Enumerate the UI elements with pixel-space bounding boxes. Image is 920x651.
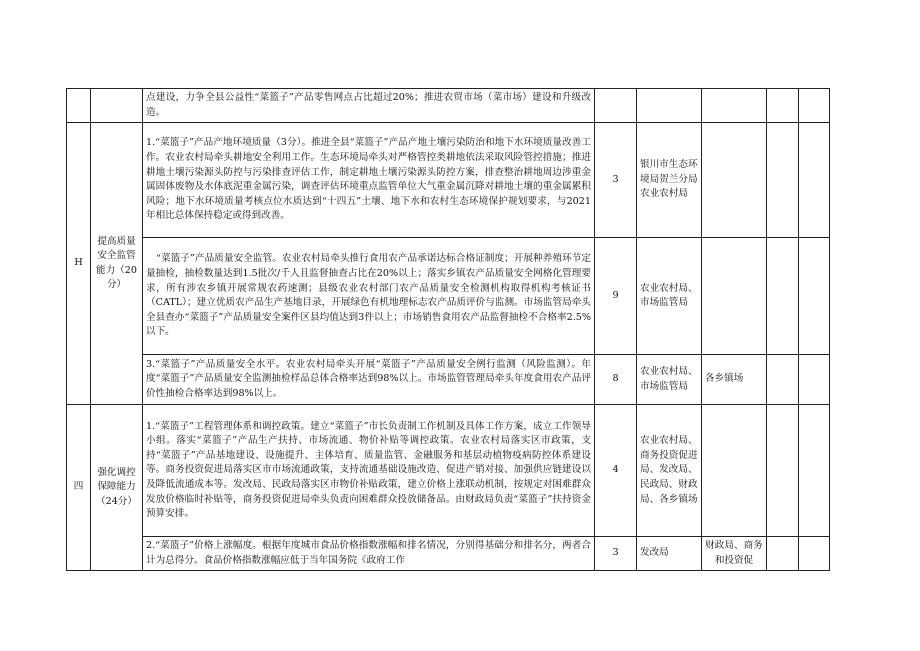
assessment-table: [66, 88, 830, 571]
index-cell: [67, 89, 91, 123]
content-cell: 点建设，力争全县公益性“菜篮子”产品零售网点占比超过20%；推进农贸市场（菜市场）建设和升级改造。: [143, 89, 595, 123]
blank-cell: [767, 238, 799, 355]
section-index: H: [67, 123, 91, 405]
section-index: 四: [67, 405, 91, 571]
content-cell: 1.“菜篮子”工程管理体系和调控政策。建立“菜篮子”市长负责制工作机制及具体工作方案，成立工作领导小组。落实“菜篮子”产品生产扶持、市场流通、物价补贴等调控政策。农业农村局落实区市政策，支持“菜篮子”产品基地建设、设施提升、主体培育、质量监管、金融服务和基层动植物疫病防控体系建设等。商务投资促进局落实区市市场流通政策，支持流通基础设施改造、促进产销对接、加强供应链建设以及降低流通成本等。发改局、民政局落实区市物价补贴政策，建立价格上涨联动机制，按规定对困难群众发放价格临时补贴等，商务投资促进局牵头负责向困难群众投放储备品。由财政局负责“菜篮子”扶持资金预算安排。: [143, 405, 595, 537]
lead-cell: 农业农村局、市场监管局: [637, 355, 702, 405]
table-row: [67, 238, 830, 355]
table-row: [67, 89, 830, 123]
score-cell: 3: [595, 123, 637, 238]
coop-cell: 各乡镇场: [702, 355, 767, 405]
score-cell: 8: [595, 355, 637, 405]
score-cell: 9: [595, 238, 637, 355]
blank-cell: [799, 89, 830, 123]
coop-cell: [702, 405, 767, 537]
blank-cell: [767, 537, 799, 571]
blank-cell: [767, 123, 799, 238]
lead-cell: 农业农村局、商务投资促进局、发改局、民政局、财政局、各乡镇场: [637, 405, 702, 537]
table-row: [67, 537, 830, 571]
blank-cell: [799, 123, 830, 238]
table-row: [67, 123, 830, 238]
blank-cell: [767, 355, 799, 405]
category-cell: [91, 89, 143, 123]
section-category: 强化调控保障能力（24分）: [91, 405, 143, 571]
table-row: [67, 405, 830, 537]
blank-cell: [799, 355, 830, 405]
coop-cell: 财政局、商务和投资促: [702, 537, 767, 571]
table-row: [67, 355, 830, 405]
score-cell: 3: [595, 537, 637, 571]
blank-cell: [799, 405, 830, 537]
blank-cell: [799, 238, 830, 355]
blank-cell: [799, 537, 830, 571]
content-cell: 1.“菜篮子”产品产地环境质量（3分）。推进全县“菜篮子”产品产地土壤污染防治和地下水环境质量改善工作。农业农村局牵头耕地安全利用工作。生态环境局牵头对严格管控类耕地依法采取风险管控措施；推进耕地土壤污染源头防控与污染排查评估工作，制定耕地土壤污染源头防控方案，排查整治耕地周边涉重金属固体废物及水体底泥重金属污染，调查评估环境重点监管单位大气重金属沉降对耕地土壤的重金属累积风险；地下水环境质量考核点位水质达到“十四五”土壤、地下水和农村生态环境保护规划要求，与2021年相比总体保持稳定或得到改善。: [143, 123, 595, 238]
lead-cell: 发改局: [637, 537, 702, 571]
content-cell: 2.“菜篮子”价格上涨幅度。根据年度城市食品价格指数涨幅和排名情况，分别得基础分和排名分，两者合计为总得分。食品价格指数涨幅应低于当年国务院《政府工作: [143, 537, 595, 571]
section-category: 提高质量安全监管能力（20分）: [91, 123, 143, 405]
blank-cell: [767, 89, 799, 123]
coop-cell: [702, 89, 767, 123]
lead-cell: 农业农村局、市场监管局: [637, 238, 702, 355]
coop-cell: [702, 238, 767, 355]
content-cell: “菜篮子”产品质量安全监管。农业农村局牵头推行食用农产品承诺达标合格证制度；开展种养殖环节定量抽检，抽检数量达到1.5批次/千人且监督抽查占比在20%以上；落实乡镇农产品质量安全网格化管理要求，所有涉农乡镇开展常规农药速测；县级农业农村部门农产品质量安全检测机构取得机构考核证书（CATL）；建立优质农产品生产基地目录，开展绿色有机地理标志农产品质评价与监测。市场监管局牵头全县查办“菜篮子”产品质量安全案件区县均值达到3件以上；市场销售食用农产品监督抽检不合格率2.5%以下。: [143, 238, 595, 355]
lead-cell: 银川市生态环境局贺兰分局农业农村局: [637, 123, 702, 238]
blank-cell: [767, 405, 799, 537]
score-cell: [595, 89, 637, 123]
score-cell: 4: [595, 405, 637, 537]
content-cell: 3.“菜篮子”产品质量安全水平。农业农村局牵头开展“菜篮子”产品质量安全例行监测（风险监测）。年度“菜篮子”产品质量安全监测抽检样品总体合格率达到98%以上。市场监管管理局牵头年度食用农产品评价性抽检合格率达到98%以上。: [143, 355, 595, 405]
coop-cell: [702, 123, 767, 238]
lead-cell: [637, 89, 702, 123]
